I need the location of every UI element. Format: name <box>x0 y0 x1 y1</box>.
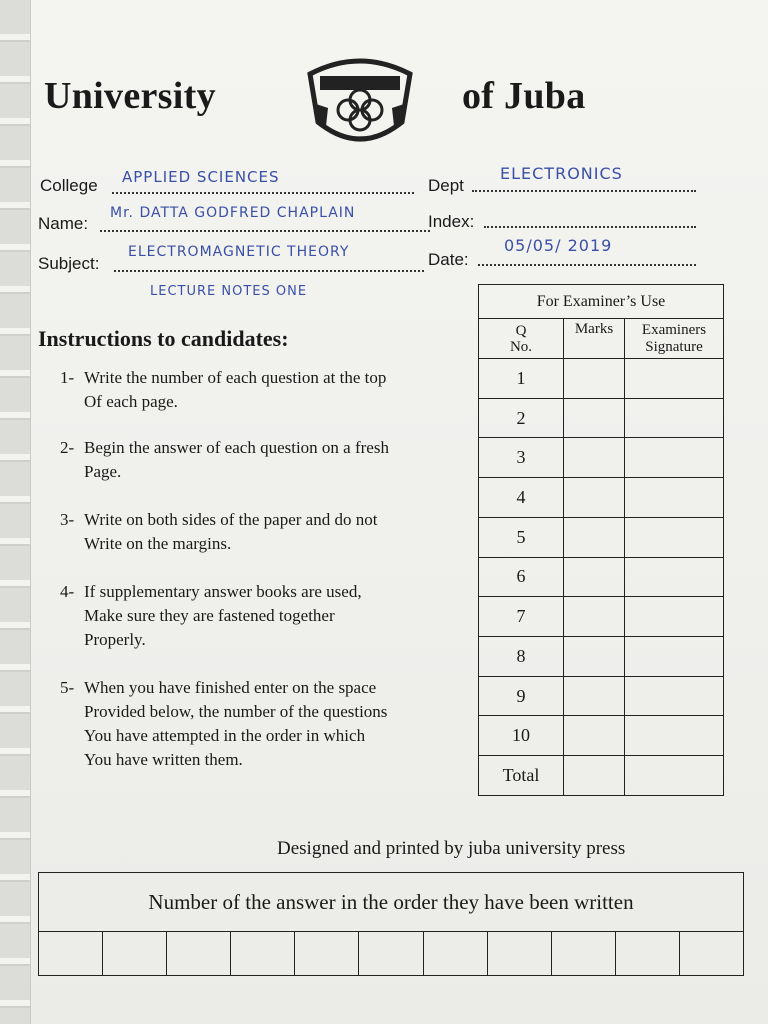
signature-cell[interactable] <box>625 478 724 518</box>
instruction-number: 1- <box>60 368 75 387</box>
date-line <box>478 264 696 266</box>
signature-cell[interactable] <box>625 637 724 677</box>
instruction-text: You have attempted in the order in which <box>84 726 366 745</box>
college-value: APPLIED SCIENCES <box>122 168 280 186</box>
dept-value: ELECTRONICS <box>500 164 623 183</box>
marks-cell[interactable] <box>564 637 625 677</box>
answer-order-cell[interactable] <box>103 932 167 976</box>
lecture-note: LECTURE NOTES ONE <box>150 284 308 299</box>
instruction-text: You have written them. <box>84 750 243 769</box>
question-number: 3 <box>479 438 564 478</box>
marks-cell[interactable] <box>564 398 625 438</box>
instruction-text: Write the number of each question at the top <box>84 368 387 387</box>
marks-cell[interactable] <box>564 716 625 756</box>
answer-order-cell[interactable] <box>39 932 103 976</box>
title-university: University <box>44 75 216 117</box>
question-number: 5 <box>479 517 564 557</box>
instruction-text: Write on the margins. <box>84 534 232 553</box>
instructions-title: Instructions to candidates: <box>38 326 289 351</box>
instruction-text: Write on both sides of the paper and do not <box>84 510 378 529</box>
answer-order-cell[interactable] <box>231 932 295 976</box>
col-header-q-no: Q No. <box>479 319 564 359</box>
question-number: 8 <box>479 637 564 677</box>
examiner-table <box>478 284 724 796</box>
answer-order-cells <box>39 932 743 976</box>
date-value: 05/05/ 2019 <box>504 236 613 255</box>
signature-cell[interactable] <box>625 557 724 597</box>
signature-cell[interactable] <box>625 438 724 478</box>
total-label: Total <box>479 756 564 796</box>
subject-label: Subject: <box>38 254 100 273</box>
signature-cell[interactable] <box>625 597 724 637</box>
instruction-text: Of each page. <box>84 392 178 411</box>
question-number: 9 <box>479 676 564 716</box>
col-header-marks: Marks <box>564 319 625 359</box>
answer-order-cell[interactable] <box>488 932 552 976</box>
signature-cell[interactable] <box>625 517 724 557</box>
marks-cell[interactable] <box>564 359 625 399</box>
instruction-number: 4- <box>60 582 75 601</box>
marks-cell[interactable] <box>564 597 625 637</box>
dept-line <box>472 190 696 192</box>
marks-cell[interactable] <box>564 557 625 597</box>
instruction-text: Begin the answer of each question on a fresh <box>84 438 389 457</box>
index-line <box>484 226 696 228</box>
binding-spine <box>0 0 31 1024</box>
name-label: Name: <box>38 214 89 233</box>
answer-order-cell[interactable] <box>552 932 616 976</box>
answer-order-box <box>38 872 744 976</box>
instruction-5 <box>60 676 470 772</box>
examiner-table-title: For Examiner’s Use <box>479 285 724 319</box>
answer-order-title: Number of the answer in the order they have been written <box>39 873 743 932</box>
dept-label: Dept <box>428 176 464 195</box>
signature-cell[interactable] <box>625 676 724 716</box>
instruction-3 <box>60 508 470 556</box>
instruction-text: If supplementary answer books are used, <box>84 582 362 601</box>
answer-order-cell[interactable] <box>424 932 488 976</box>
total-marks-cell[interactable] <box>564 756 625 796</box>
marks-cell[interactable] <box>564 438 625 478</box>
press-credit: Designed and printed by juba university press <box>277 838 626 859</box>
instruction-text: Make sure they are fastened together <box>84 606 335 625</box>
title-of-juba: of Juba <box>462 75 586 117</box>
instruction-text: Page. <box>84 462 122 481</box>
instruction-text: When you have finished enter on the space <box>84 678 377 697</box>
answer-order-cell[interactable] <box>616 932 680 976</box>
subject-line <box>114 270 424 272</box>
subject-value: ELECTROMAGNETIC THEORY <box>128 244 350 260</box>
answer-order-cell[interactable] <box>359 932 423 976</box>
instruction-number: 3- <box>60 510 75 529</box>
instruction-text: Provided below, the number of the questions <box>84 702 388 721</box>
signature-cell[interactable] <box>625 398 724 438</box>
university-crest-icon <box>298 52 422 150</box>
instruction-number: 5- <box>60 678 75 697</box>
marks-cell[interactable] <box>564 676 625 716</box>
marks-cell[interactable] <box>564 478 625 518</box>
answer-order-cell[interactable] <box>295 932 359 976</box>
marks-cell[interactable] <box>564 517 625 557</box>
question-number: 1 <box>479 359 564 399</box>
index-label: Index: <box>428 212 475 231</box>
instruction-2 <box>60 436 470 484</box>
signature-cell[interactable] <box>625 359 724 399</box>
answer-order-cell[interactable] <box>680 932 743 976</box>
question-number: 10 <box>479 716 564 756</box>
date-label: Date: <box>428 250 469 269</box>
instruction-number: 2- <box>60 438 75 457</box>
question-number: 6 <box>479 557 564 597</box>
instruction-text: Properly. <box>84 630 146 649</box>
question-number: 4 <box>479 478 564 518</box>
instruction-4 <box>60 580 470 652</box>
college-line <box>112 192 414 194</box>
name-line <box>100 230 430 232</box>
signature-cell[interactable] <box>625 716 724 756</box>
question-number: 2 <box>479 398 564 438</box>
question-number: 7 <box>479 597 564 637</box>
total-signature-cell[interactable] <box>625 756 724 796</box>
name-value: Mr. DATTA GODFRED CHAPLAIN <box>110 205 356 221</box>
answer-order-cell[interactable] <box>167 932 231 976</box>
college-label: College <box>40 176 98 195</box>
instruction-1 <box>60 366 470 414</box>
col-header-signature: Examiners Signature <box>625 319 724 359</box>
